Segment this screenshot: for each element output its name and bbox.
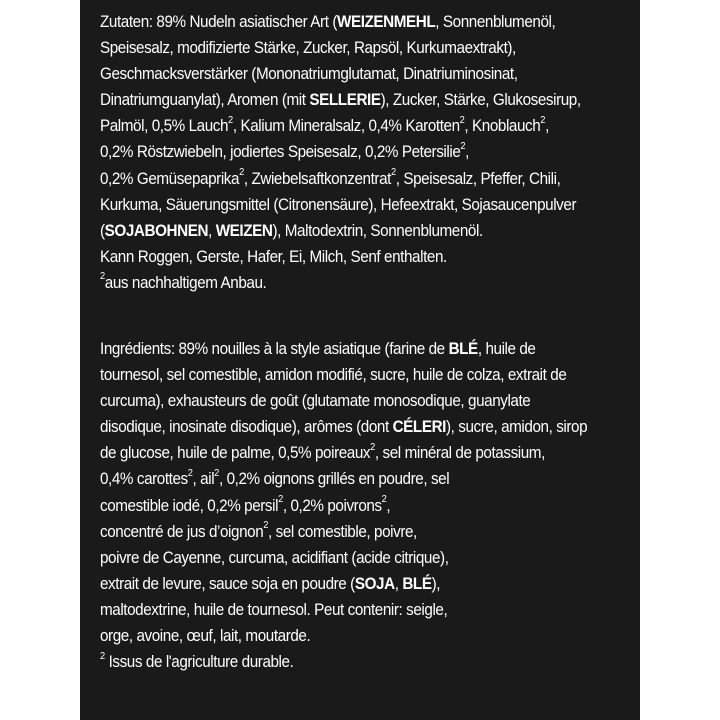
- ingredient-line: [100, 139, 593, 165]
- ingredients-label: [80, 0, 640, 720]
- ingredient-text: disodique, inosinate disodique), arômes (dont: [100, 418, 393, 437]
- ingredient-line: [100, 649, 593, 675]
- footnote-marker: 2: [100, 650, 105, 662]
- allergen-text: BLÉ: [402, 574, 432, 593]
- ingredient-text: ,: [545, 117, 549, 136]
- ingredient-line: [100, 388, 593, 414]
- ingredient-line: [100, 192, 593, 218]
- ingredient-text: extrait de levure, sauce soja en poudre (: [100, 574, 355, 593]
- ingredient-text: poivre de Cayenne, curcuma, acidifiant (acide citrique),: [100, 548, 449, 567]
- ingredient-text: Speisesalz, modifizierte Stärke, Zucker, Rapsöl, Kurkumaextrakt),: [100, 39, 516, 58]
- ingredient-text: ,: [208, 221, 216, 240]
- ingredient-text: ,: [386, 496, 391, 515]
- ingredient-text: , ail: [192, 470, 215, 489]
- allergen-text: SOJABOHNEN: [104, 221, 209, 240]
- ingredient-text: 0,4% carottes: [100, 470, 188, 489]
- allergen-text: CÉLERI: [392, 418, 446, 437]
- footnote-marker: 2: [390, 167, 396, 179]
- ingredient-text: 0,2% Röstzwiebeln, jodiertes Speisesalz, 0,2% Petersilie: [100, 143, 461, 162]
- ingredient-text: , sel comestible, poivre,: [268, 522, 417, 541]
- ingredient-line: [100, 571, 593, 597]
- ingredient-line: [100, 35, 593, 61]
- ingredient-line: [100, 545, 593, 571]
- ingredient-text: (: [100, 221, 105, 240]
- ingredient-text: , 0,2% poivrons: [282, 496, 382, 515]
- ingredient-text: ),: [431, 574, 441, 593]
- ingredient-line: [100, 362, 593, 388]
- footnote-marker: 2: [263, 520, 269, 532]
- ingredient-text: , Zwiebelsaftkonzentrat: [243, 169, 391, 188]
- ingredient-line: [100, 336, 593, 362]
- footnote-marker: 2: [187, 468, 193, 479]
- ingredient-text: ,: [394, 574, 403, 593]
- ingredient-text: Issus de l'agriculture durable.: [104, 653, 294, 672]
- ingredient-text: , huile de: [477, 340, 536, 358]
- allergen-text: BLÉ: [448, 340, 478, 358]
- ingredient-line: [100, 597, 593, 623]
- ingredient-text: ,: [465, 143, 469, 162]
- ingredient-line: [100, 466, 593, 492]
- ingredients-german: [100, 9, 593, 296]
- ingredient-text: Dinatriumguanylat), Aromen (mit: [100, 91, 310, 110]
- ingredient-text: comestible iodé, 0,2% persil: [100, 496, 279, 515]
- allergen-text: SOJA: [354, 574, 395, 593]
- allergen-text: WEIZENMEHL: [337, 13, 436, 31]
- ingredient-line: [100, 414, 593, 440]
- footnote-marker: 2: [460, 141, 466, 152]
- ingredient-line: [100, 61, 593, 87]
- ingredient-text: ), Maltodextrin, Sonnenblumenöl.: [272, 221, 483, 240]
- ingredient-text: aus nachhaltigem Anbau.: [104, 273, 267, 292]
- ingredient-text: de glucose, huile de palme, 0,5% poireaux: [100, 444, 371, 463]
- ingredient-text: ), Zucker, Stärke, Glukosesirup,: [380, 91, 581, 110]
- ingredient-line: [100, 623, 593, 649]
- footnote-marker: 2: [278, 494, 283, 506]
- ingredient-text: , Speisesalz, Pfeffer, Chili,: [395, 169, 561, 188]
- footnote-marker: 2: [459, 114, 465, 126]
- ingredient-text: Zutaten: 89% Nudeln asiatischer Art (: [100, 13, 338, 31]
- ingredient-text: 0,2% Gemüsepaprika: [100, 169, 240, 188]
- ingredient-text: , sel minéral de potassium,: [374, 444, 545, 463]
- ingredient-text: Ingrédients: 89% nouilles à la style asiatique (farine de: [100, 340, 449, 358]
- ingredients-french: [100, 336, 593, 675]
- footnote-marker: 2: [239, 167, 244, 179]
- footnote-marker: 2: [100, 271, 105, 283]
- ingredient-text: , Kalium Mineralsalz, 0,4% Karotten: [232, 117, 460, 136]
- ingredient-line: [100, 493, 593, 519]
- footnote-marker: 2: [381, 494, 387, 506]
- ingredient-line: [100, 519, 593, 545]
- ingredient-line: [100, 244, 593, 270]
- footnote-marker: 2: [370, 441, 375, 453]
- footnote-marker: 2: [540, 114, 546, 126]
- ingredient-text: orge, avoine, œuf, lait, moutarde.: [100, 627, 311, 646]
- ingredient-line: [100, 270, 593, 296]
- ingredient-text: Kurkuma, Säuerungsmittel (Citronensäure), Hefeextrakt, Sojasaucenpulver: [100, 195, 577, 214]
- ingredient-line: [100, 87, 593, 113]
- footnote-marker: 2: [228, 114, 233, 126]
- ingredient-line: [100, 113, 593, 139]
- allergen-text: SELLERIE: [309, 91, 381, 110]
- ingredient-text: , 0,2% oignons grillés en poudre, sel: [218, 470, 450, 489]
- ingredient-line: [100, 218, 593, 244]
- ingredient-line: [100, 166, 593, 192]
- ingredient-text: maltodextrine, huile de tournesol. Peut contenir: seigle,: [100, 600, 448, 619]
- ingredient-text: , Sonnenblumenöl,: [435, 13, 556, 31]
- allergen-text: WEIZEN: [215, 221, 273, 240]
- ingredient-text: tournesol, sel comestible, amidon modifié, sucre, huile de colza, extrait de: [100, 366, 567, 385]
- ingredient-text: curcuma), exhausteurs de goût (glutamate monosodique, guanylate: [100, 392, 531, 411]
- ingredient-text: concentré de jus d’oignon: [100, 522, 264, 541]
- ingredient-line: [100, 9, 593, 35]
- ingredient-text: Palmöl, 0,5% Lauch: [100, 117, 229, 136]
- ingredient-text: Geschmacksverstärker (Mononatriumglutamat, Dinatriuminosinat,: [100, 65, 518, 84]
- ingredient-text: , Knoblauch: [464, 117, 541, 136]
- ingredient-text: Kann Roggen, Gerste, Hafer, Ei, Milch, Senf enthalten.: [100, 247, 447, 266]
- ingredient-line: [100, 440, 593, 466]
- ingredient-text: ), sucre, amidon, sirop: [445, 418, 588, 437]
- footnote-marker: 2: [214, 468, 219, 479]
